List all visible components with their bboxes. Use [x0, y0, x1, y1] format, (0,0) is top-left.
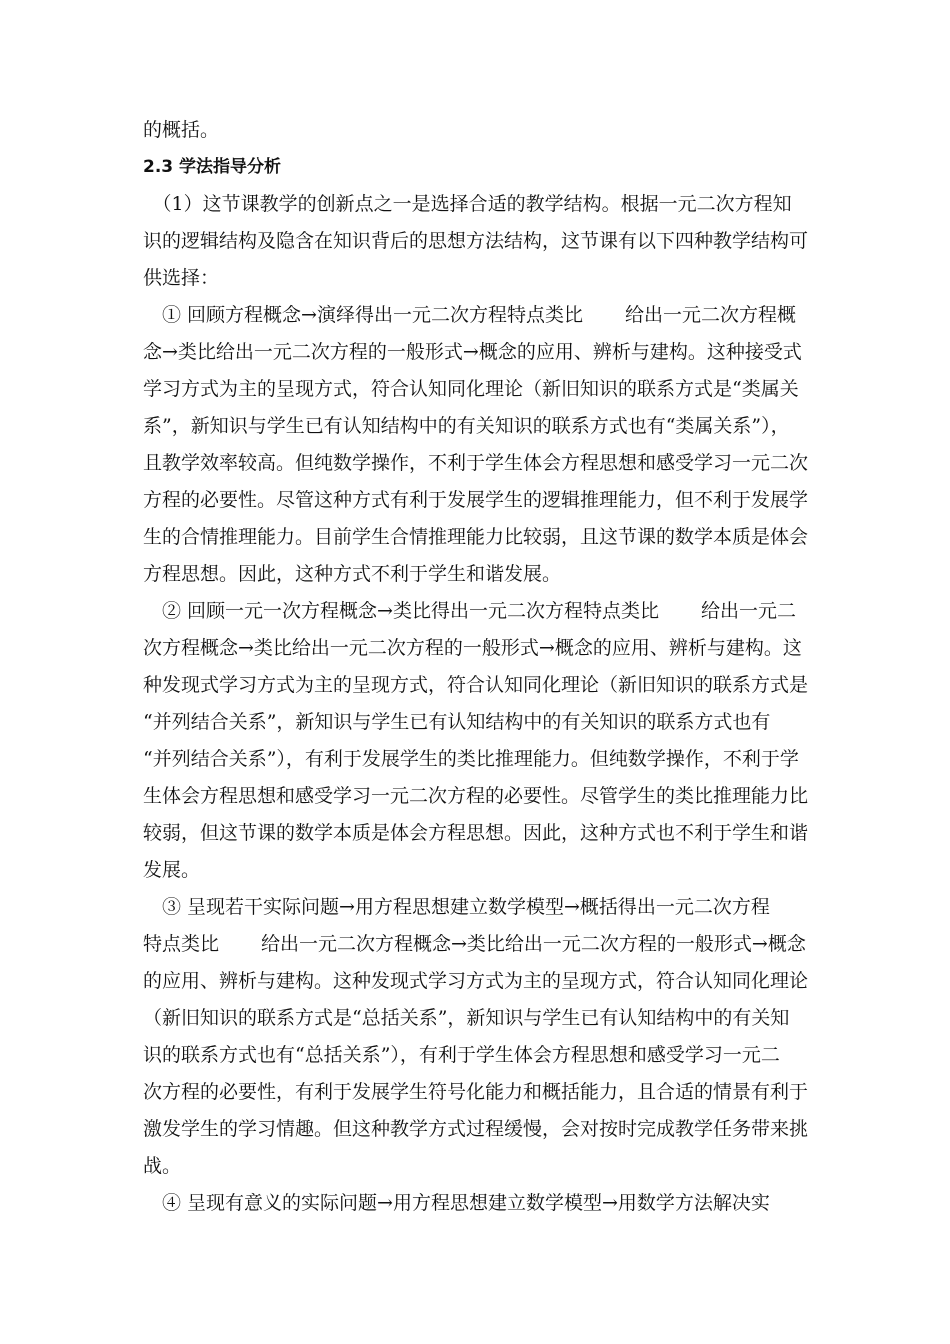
text-line: 种发现式学习方式为主的呈现方式，符合认知同化理论（新旧知识的联系方式是: [143, 674, 809, 696]
text-fragment: ② 回顾一元一次方程概念→类比得出一元二次方程特点类比: [143, 600, 659, 622]
text-line: [143, 599, 813, 623]
text-line: （新旧知识的联系方式是“总括关系”，新知识与学生已有认知结构中的有关知: [143, 1007, 790, 1029]
text-line: 方程的必要性。尽管这种方式有利于发展学生的逻辑推理能力，但不利于发展学: [143, 489, 809, 511]
text-line: 次方程的必要性，有利于发展学生符号化能力和概括能力，且合适的情景有利于: [143, 1081, 809, 1103]
text-fragment: ① 回顾方程概念→演绎得出一元二次方程特点类比: [143, 304, 583, 326]
text-line: 且教学效率较高。但纯数学操作，不利于学生体会方程思想和感受学习一元二次: [143, 452, 809, 474]
text-line: 系”，新知识与学生已有认知结构中的有关知识的联系方式也有“类属关系”），: [143, 415, 790, 437]
text-line: 供选择：: [143, 267, 220, 289]
text-fragment: 给出一元二: [700, 600, 796, 622]
section-heading: 2.3 学法指导分析: [143, 157, 282, 177]
text-line: ③ 呈现若干实际问题→用方程思想建立数学模型→概括得出一元二次方程: [143, 896, 770, 918]
text-line: 较弱，但这节课的数学本质是体会方程思想。因此，这种方式也不利于学生和谐: [143, 822, 809, 844]
text-line: 发展。: [143, 859, 201, 881]
text-line: 的应用、辨析与建构。这种发现式学习方式为主的呈现方式，符合认知同化理论: [143, 970, 809, 992]
text-line: 的概括。: [143, 119, 220, 141]
text-line: 识的逻辑结构及隐含在知识背后的思想方法结构，这节课有以下四种教学结构可: [143, 230, 809, 252]
text-line: “并列结合关系”），有利于发展学生的类比推理能力。但纯数学操作，不利于学: [143, 748, 799, 770]
text-line: 方程思想。因此，这种方式不利于学生和谐发展。: [143, 563, 562, 585]
text-line: 识的联系方式也有“总括关系”），有利于学生体会方程思想和感受学习一元二: [143, 1044, 780, 1066]
text-line: 激发学生的学习情趣。但这种教学方式过程缓慢，会对按时完成教学任务带来挑: [143, 1118, 809, 1140]
text-line: [143, 932, 813, 956]
text-line: “并列结合关系”，新知识与学生已有认知结构中的有关知识的联系方式也有: [143, 711, 771, 733]
text-line: 学习方式为主的呈现方式，符合认知同化理论（新旧知识的联系方式是“类属关: [143, 378, 799, 400]
text-line: 生体会方程思想和感受学习一元二次方程的必要性。尽管学生的类比推理能力比: [143, 785, 809, 807]
text-line: （1）这节课教学的创新点之一是选择合适的教学结构。根据一元二次方程知: [143, 193, 792, 215]
text-line: ④ 呈现有意义的实际问题→用方程思想建立数学模型→用数学方法解决实: [143, 1192, 770, 1214]
text-line: [143, 303, 813, 327]
text-line: 战。: [143, 1155, 182, 1177]
text-line: 生的合情推理能力。目前学生合情推理能力比较弱，且这节课的数学本质是体会: [143, 526, 809, 548]
text-fragment: 特点类比: [143, 933, 220, 955]
text-line: 念→类比给出一元二次方程的一般形式→概念的应用、辨析与建构。这种接受式: [143, 341, 802, 363]
text-fragment: 给出一元二次方程概念→类比给出一元二次方程的一般形式→概念: [261, 933, 806, 955]
text-line: 次方程概念→类比给出一元二次方程的一般形式→概念的应用、辨析与建构。这: [143, 637, 802, 659]
text-fragment: 给出一元二次方程概: [624, 304, 796, 326]
